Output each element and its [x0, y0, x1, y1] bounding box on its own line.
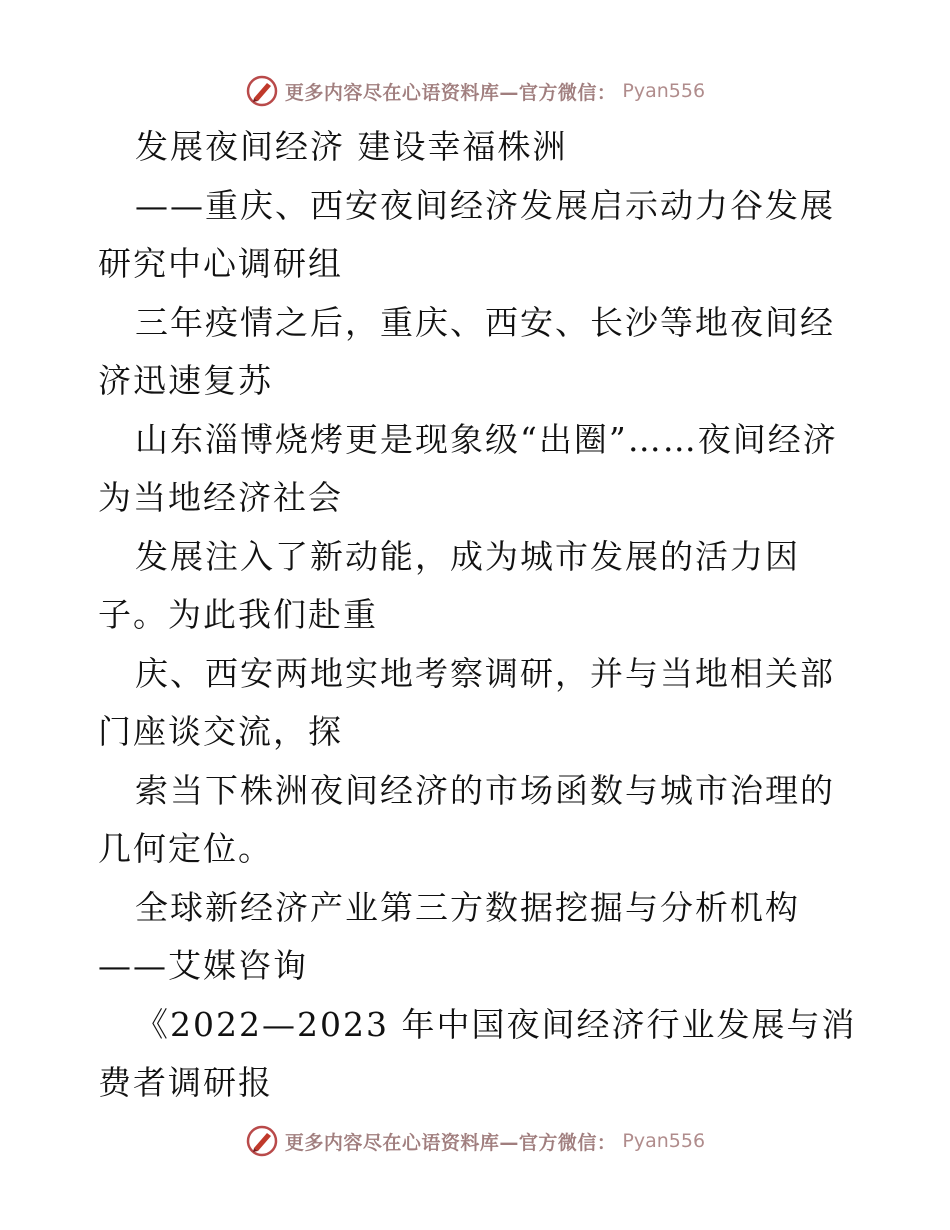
watermark-wechat-id: Pyan556: [622, 1130, 706, 1152]
pen-logo-icon: [245, 74, 279, 108]
watermark-text: 更多内容尽在心语资料库—官方微信：: [284, 1131, 617, 1154]
paragraph: 发展注入了新动能，成为城市发展的活力因子。为此我们赴重: [98, 536, 800, 634]
paragraph: 《2022—2023 年中国夜间经济行业发展与消费者调研报: [98, 1004, 857, 1102]
paragraph: 索当下株洲夜间经济的市场函数与城市治理的几何定位。: [98, 770, 835, 868]
footer-watermark: [0, 1123, 950, 1159]
watermark-text: 更多内容尽在心语资料库—官方微信：: [284, 81, 617, 104]
header-watermark: [0, 73, 950, 109]
paragraph: 山东淄博烧烤更是现象级“出圈”……夜间经济为当地经济社会: [98, 419, 838, 517]
watermark-wechat-id: Pyan556: [622, 80, 706, 102]
paragraph-title: 发展夜间经济 建设幸福株洲: [135, 127, 568, 166]
paragraph-subtitle: ——重庆、西安夜间经济发展启示动力谷发展研究中心调研组: [98, 185, 835, 283]
paragraph: 三年疫情之后，重庆、西安、长沙等地夜间经济迅速复苏: [98, 302, 835, 400]
paragraph: 全球新经济产业第三方数据挖掘与分析机构——艾媒咨询: [98, 887, 800, 985]
paragraph: 庆、西安两地实地考察调研，并与当地相关部门座谈交流，探: [98, 653, 835, 751]
pen-logo-icon: [245, 1124, 279, 1158]
body-text: [98, 118, 858, 1113]
